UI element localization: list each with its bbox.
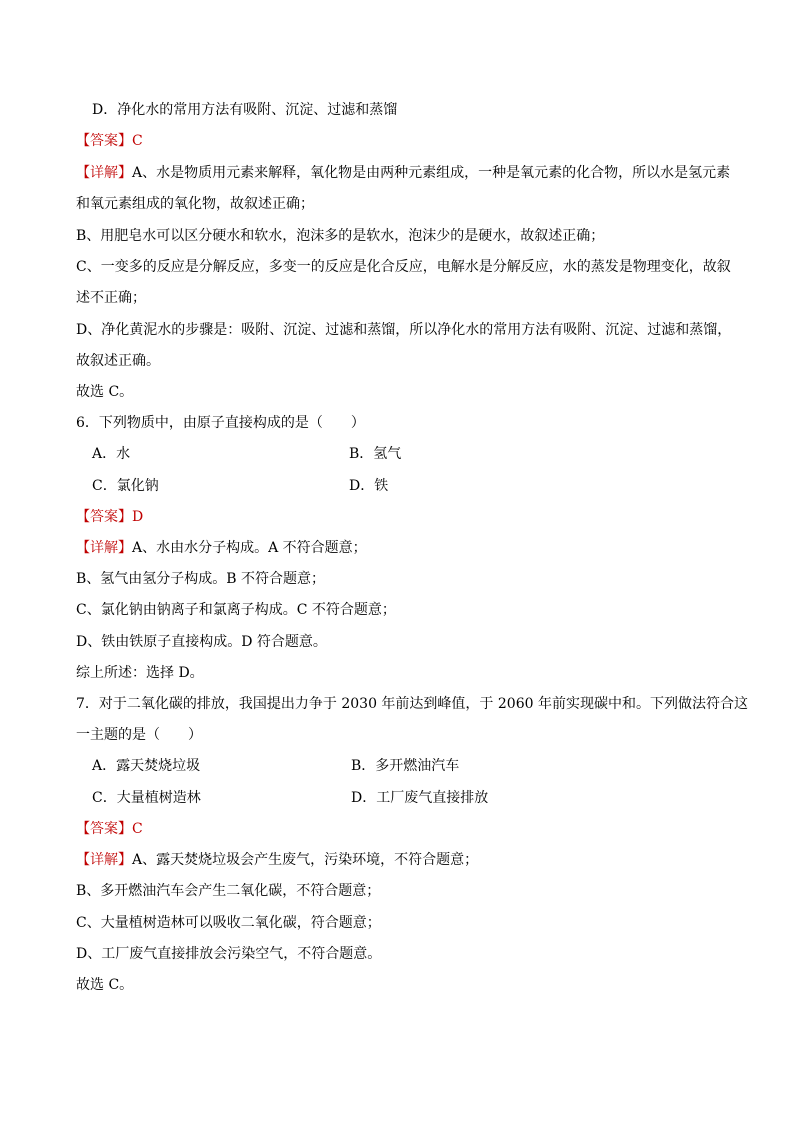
q5-conclusion: 故选 C。 <box>76 384 134 400</box>
q6-option-d: D．铁 <box>349 478 389 494</box>
q6-detail-line <box>76 538 367 558</box>
q7-options-row-2 <box>92 788 201 808</box>
answer-value: C <box>132 821 143 837</box>
detail-tag: 【详解】 <box>76 165 132 181</box>
q5-detail-text: 故叙述正确。 <box>76 353 160 369</box>
detail-text: A、水由水分子构成。A 不符合题意； <box>132 540 367 556</box>
q6-option-a: A．水 <box>92 446 131 462</box>
q6-options-row-1 <box>92 444 130 464</box>
q7-option-b: B．多开燃油汽车 <box>351 758 460 774</box>
q7-detail-text: B、多开燃油汽车会产生二氧化碳，不符合题意； <box>76 883 381 899</box>
q7-option-d: D．工厂废气直接排放 <box>351 790 489 806</box>
q6-options-row-2 <box>92 476 159 496</box>
q6-detail-text: D、铁由铁原子直接构成。D 符合题意。 <box>76 634 327 650</box>
q7-option-a: A．露天焚烧垃圾 <box>92 758 201 774</box>
q5-detail-line <box>76 163 730 183</box>
q7-answer-line <box>76 819 143 839</box>
q5-detail-text: B、用肥皂水可以区分硬水和软水，泡沫多的是软水，泡沫少的是硬水，故叙述正确； <box>76 228 605 244</box>
q5-detail-text: D、净化黄泥水的步骤是：吸附、沉淀、过滤和蒸馏，所以净化水的常用方法有吸附、沉淀、过滤和蒸馏， <box>76 322 732 338</box>
q6-detail-text: C、氯化钠由钠离子和氯离子构成。C 不符合题意； <box>76 602 396 618</box>
q5-detail-text: 述不正确； <box>76 290 146 306</box>
q7-stem-cont: 一主题的是（ ） <box>76 727 202 743</box>
q5-answer-line <box>76 131 143 151</box>
q7-detail-text: D、工厂废气直接排放会污染空气，不符合题意。 <box>76 946 382 962</box>
answer-tag: 【答案】 <box>76 133 132 149</box>
q6-answer-line <box>76 507 143 527</box>
q6-stem: 6．下列物质中，由原子直接构成的是（ ） <box>76 415 365 431</box>
answer-value: C <box>132 133 143 149</box>
answer-tag: 【答案】 <box>76 509 132 525</box>
detail-tag: 【详解】 <box>76 540 132 556</box>
detail-text: A、露天焚烧垃圾会产生废气，污染环境，不符合题意； <box>132 852 479 868</box>
q5-option-d: D．净化水的常用方法有吸附、沉淀、过滤和蒸馏 <box>92 102 398 118</box>
q7-options-row-1 <box>92 756 200 776</box>
q7-stem: 7．对于二氧化碳的排放，我国提出力争于 2030 年前达到峰值，于 2060 年前实现碳中和。下列做法符合这 <box>76 696 748 712</box>
detail-text: A、水是物质用元素来解释，氧化物是由两种元素组成，一种是氧元素的化合物，所以水是氢元素 <box>132 165 731 181</box>
q7-detail-text: C、大量植树造林可以吸收二氧化碳，符合题意； <box>76 915 381 931</box>
q7-detail-line <box>76 850 478 870</box>
q6-option-b: B．氢气 <box>349 446 402 462</box>
q7-option-c: C．大量植树造林 <box>92 790 201 806</box>
q6-detail-text: B、氢气由氢分子构成。B 不符合题意； <box>76 571 326 587</box>
q7-conclusion: 故选 C。 <box>76 977 134 993</box>
answer-tag: 【答案】 <box>76 821 132 837</box>
q6-conclusion: 综上所述：选择 D。 <box>76 665 204 681</box>
q5-detail-text: C、一变多的反应是分解反应，多变一的反应是化合反应，电解水是分解反应，水的蒸发是物理变化，故叙 <box>76 259 731 275</box>
q6-option-c: C．氯化钠 <box>92 478 159 494</box>
q5-detail-text: 和氧元素组成的氧化物，故叙述正确； <box>76 196 314 212</box>
detail-tag: 【详解】 <box>76 852 132 868</box>
answer-value: D <box>132 509 144 525</box>
